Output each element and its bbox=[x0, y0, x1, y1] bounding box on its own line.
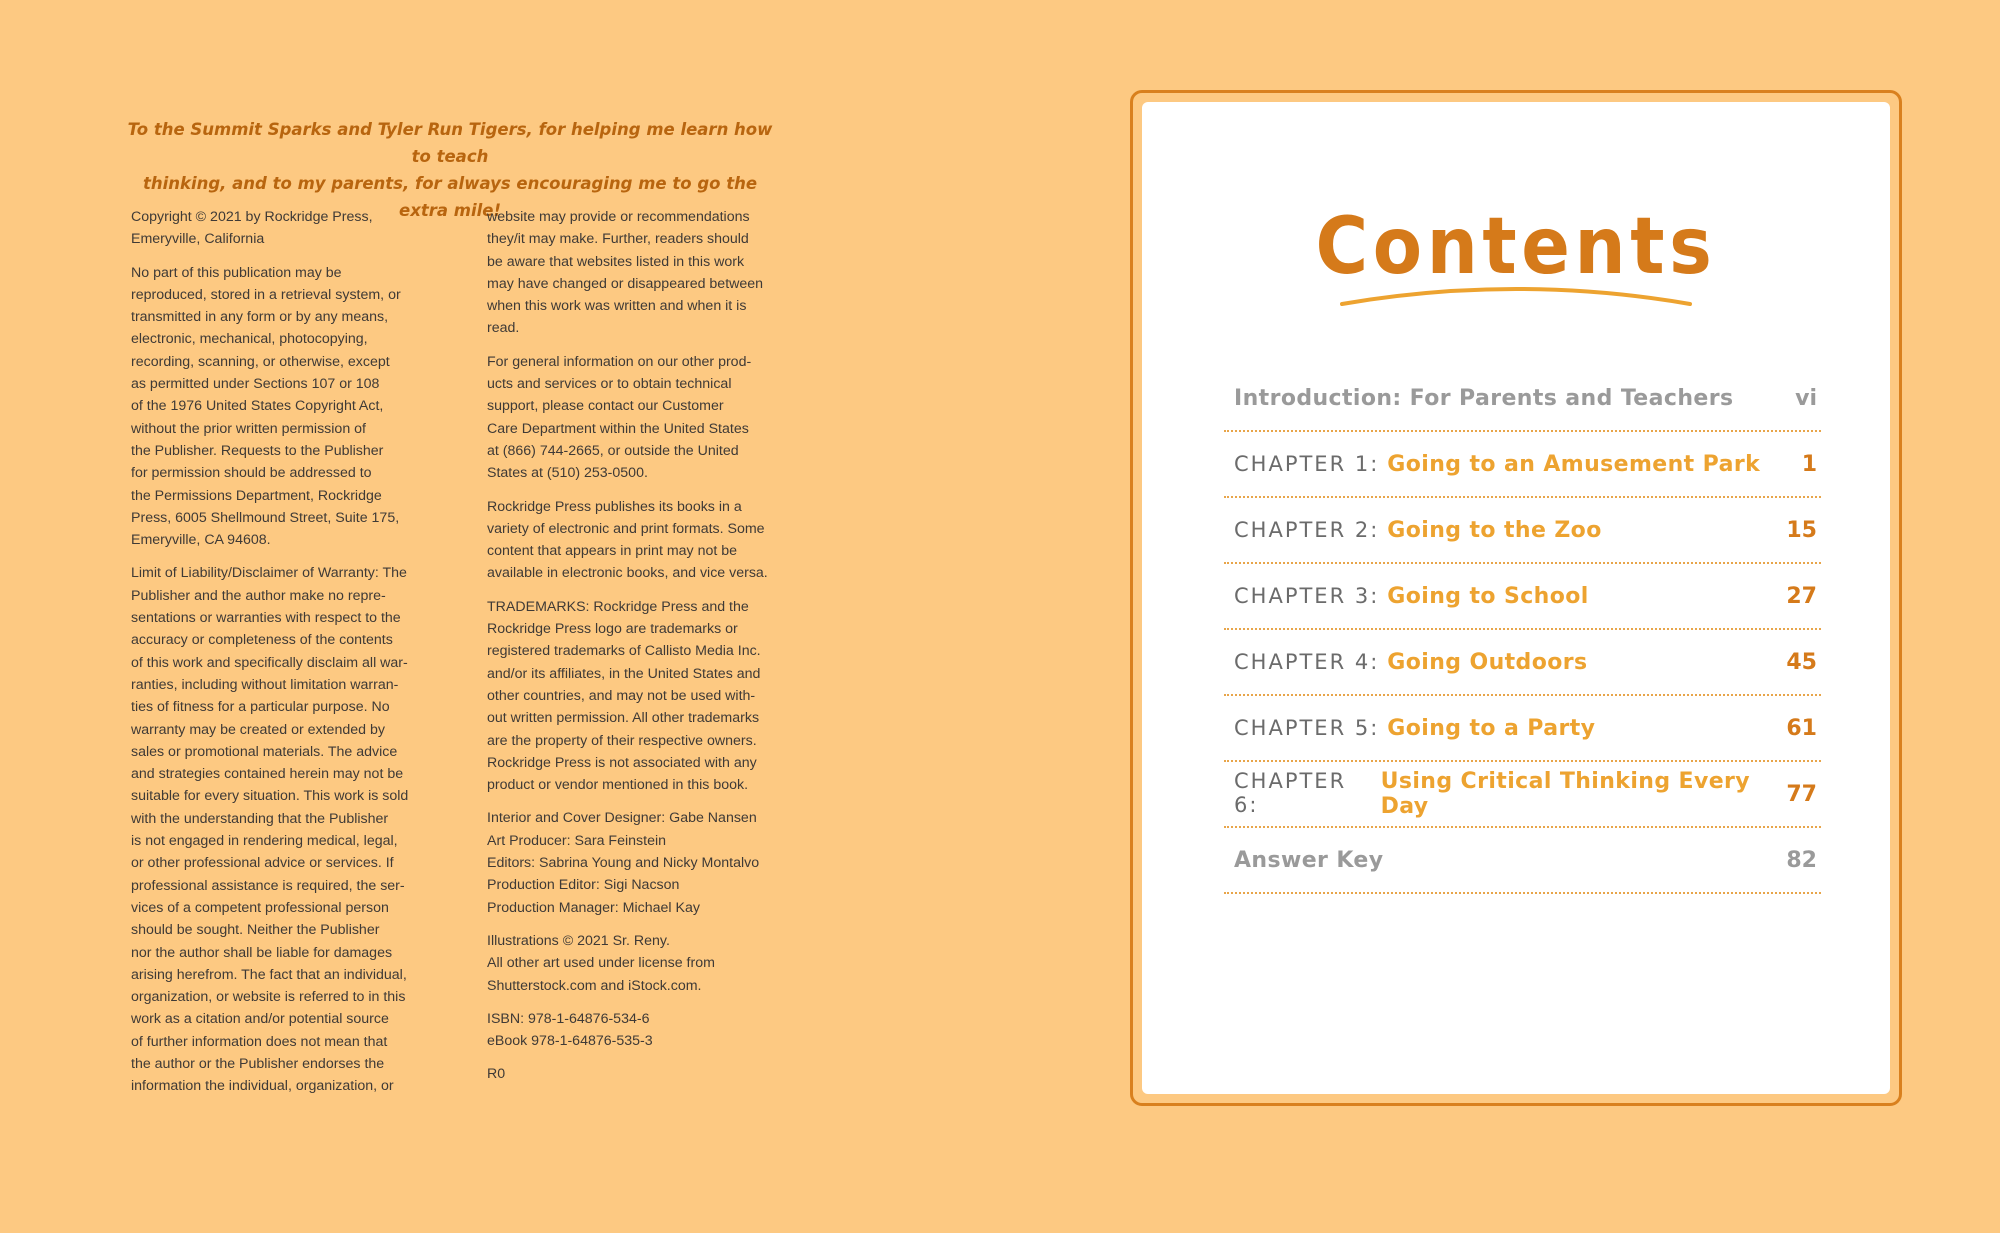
chapter-title: Using Critical Thinking Every Day bbox=[1380, 769, 1751, 819]
toc-row-chapter-2[interactable] bbox=[1224, 498, 1821, 564]
copyright-column-left bbox=[131, 206, 431, 1109]
toc-page-number: 82 bbox=[1786, 847, 1817, 873]
chapter-prefix: CHAPTER 3: bbox=[1234, 583, 1380, 608]
chapter-prefix: CHAPTER 5: bbox=[1234, 715, 1380, 740]
toc-page-number: 15 bbox=[1786, 517, 1817, 543]
copyright-paragraph: Limit of Liability/Disclaimer of Warranty: The Publisher and the author make no repre- sentations or warranties with respect to the accuracy or completeness of the contents of this work and specifically disclaim all war- ranties, including without limitation warran- ties of fitness for a particular purpose. No warranty may be created or extended by sales or promotional materials. The advice and strategies contained herein may not be suitable for every situation. This work is sold with the understanding that the Publisher is not engaged in rendering medical, legal, or other professional advice or services. If professional assistance is required, the ser- vices of a competent professional person should be sought. Neither the Publisher nor the author shall be liable for damages arising herefrom. The fact that an individual, organization, or website is referred to in this work as a citation and/or potential source of further information does not mean that the author or the Publisher endorses the information the individual, organization, or bbox=[131, 565, 409, 1095]
toc-page-number: 77 bbox=[1786, 781, 1817, 807]
copyright-paragraph: No part of this publication may be reproduced, stored in a retrieval system, or transmitted in any form or by any means, electronic, mechanical, photocopying, recording, scanning, or otherwise, except as permitted under Sections 107 or 108 of the 1976 United States Copyright Act, without the prior written permission of the Publisher. Requests to the Publisher for permission should be addressed to the Permissions Department, Rockridge Press, 6005 Shellmound Street, Suite 175, Emeryville, CA 94608. bbox=[131, 264, 401, 549]
contents-list bbox=[1224, 366, 1821, 894]
isbn-info: ISBN: 978-1-64876-534-6 eBook 978-1-64876-535-3 bbox=[487, 1010, 653, 1050]
toc-page-number: vi bbox=[1795, 385, 1817, 411]
toc-answer-key-label: Answer Key bbox=[1234, 847, 1384, 873]
chapter-prefix: CHAPTER 1: bbox=[1234, 451, 1380, 476]
toc-row-chapter-1[interactable] bbox=[1224, 432, 1821, 498]
chapter-prefix: CHAPTER 2: bbox=[1234, 517, 1380, 542]
chapter-title: Going Outdoors bbox=[1387, 649, 1588, 675]
title-swoosh-decoration bbox=[1338, 280, 1694, 310]
contents-panel-inner bbox=[1142, 102, 1890, 1094]
toc-page-number: 1 bbox=[1801, 451, 1817, 477]
illustration-credits: Illustrations © 2021 Sr. Reny. All other art used under license from Shutterstock.com and iStock.com. bbox=[487, 932, 715, 994]
chapter-title: Going to the Zoo bbox=[1387, 517, 1602, 543]
toc-row-chapter-4[interactable] bbox=[1224, 630, 1821, 696]
copyright-paragraph: Rockridge Press publishes its books in a variety of electronic and print formats. Some content that appears in print may not be available in electronic books, and vice versa. bbox=[487, 498, 768, 582]
toc-row-chapter-6[interactable] bbox=[1224, 762, 1821, 828]
toc-page-number: 61 bbox=[1786, 715, 1817, 741]
toc-page-number: 27 bbox=[1786, 583, 1817, 609]
toc-row-introduction[interactable] bbox=[1224, 366, 1821, 432]
copyright-paragraph: For general information on our other prod- ucts and services or to obtain technical support, please contact our Customer Care Department within the United States at (866) 744-2665, or outside the United States at (510) 253-0500. bbox=[487, 353, 752, 482]
toc-introduction-label: Introduction: For Parents and Teachers bbox=[1234, 385, 1734, 411]
dedication-line-1: To the Summit Sparks and Tyler Run Tigers, for helping me learn how to teach bbox=[127, 120, 773, 166]
copyright-column-right bbox=[487, 206, 787, 1097]
contents-title: Contents bbox=[1315, 202, 1717, 292]
toc-row-chapter-3[interactable] bbox=[1224, 564, 1821, 630]
toc-page-number: 45 bbox=[1786, 649, 1817, 675]
copyright-paragraph: TRADEMARKS: Rockridge Press and the Rockridge Press logo are trademarks or registered trademarks of Callisto Media Inc. and/or its affiliates, in the United States and other countries, and may not be used with- out written permission. All other trademarks are the property of their respective owners. Rockridge Press is not associated with any product or vendor mentioned in this book. bbox=[487, 598, 761, 794]
chapter-prefix: CHAPTER 4: bbox=[1234, 649, 1380, 674]
dedication-line-2: thinking, and to my parents, for always encouraging me to go the extra mile! bbox=[142, 174, 758, 220]
copyright-paragraph: website may provide or recommendations they/it may make. Further, readers should be aware that websites listed in this work may have changed or disappeared between when this work was written and when it is read. bbox=[487, 209, 764, 337]
chapter-title: Going to a Party bbox=[1387, 715, 1596, 741]
chapter-prefix: CHAPTER 6: bbox=[1234, 769, 1347, 817]
contents-panel bbox=[1130, 90, 1902, 1106]
chapter-title: Going to School bbox=[1387, 583, 1589, 609]
toc-row-chapter-5[interactable] bbox=[1224, 696, 1821, 762]
chapter-title: Going to an Amusement Park bbox=[1387, 451, 1761, 477]
copyright-paragraph: Copyright © 2021 by Rockridge Press, Emeryville, California bbox=[131, 209, 373, 248]
printing-code: R0 bbox=[487, 1066, 506, 1083]
credits-paragraph: Interior and Cover Designer: Gabe Nansen Art Producer: Sara Feinstein Editors: Sabrina Young and Nicky Montalvo Production Editor: Sigi Nacson Production Manager: Michael Kay bbox=[487, 810, 760, 916]
toc-row-answer-key[interactable] bbox=[1224, 828, 1821, 894]
